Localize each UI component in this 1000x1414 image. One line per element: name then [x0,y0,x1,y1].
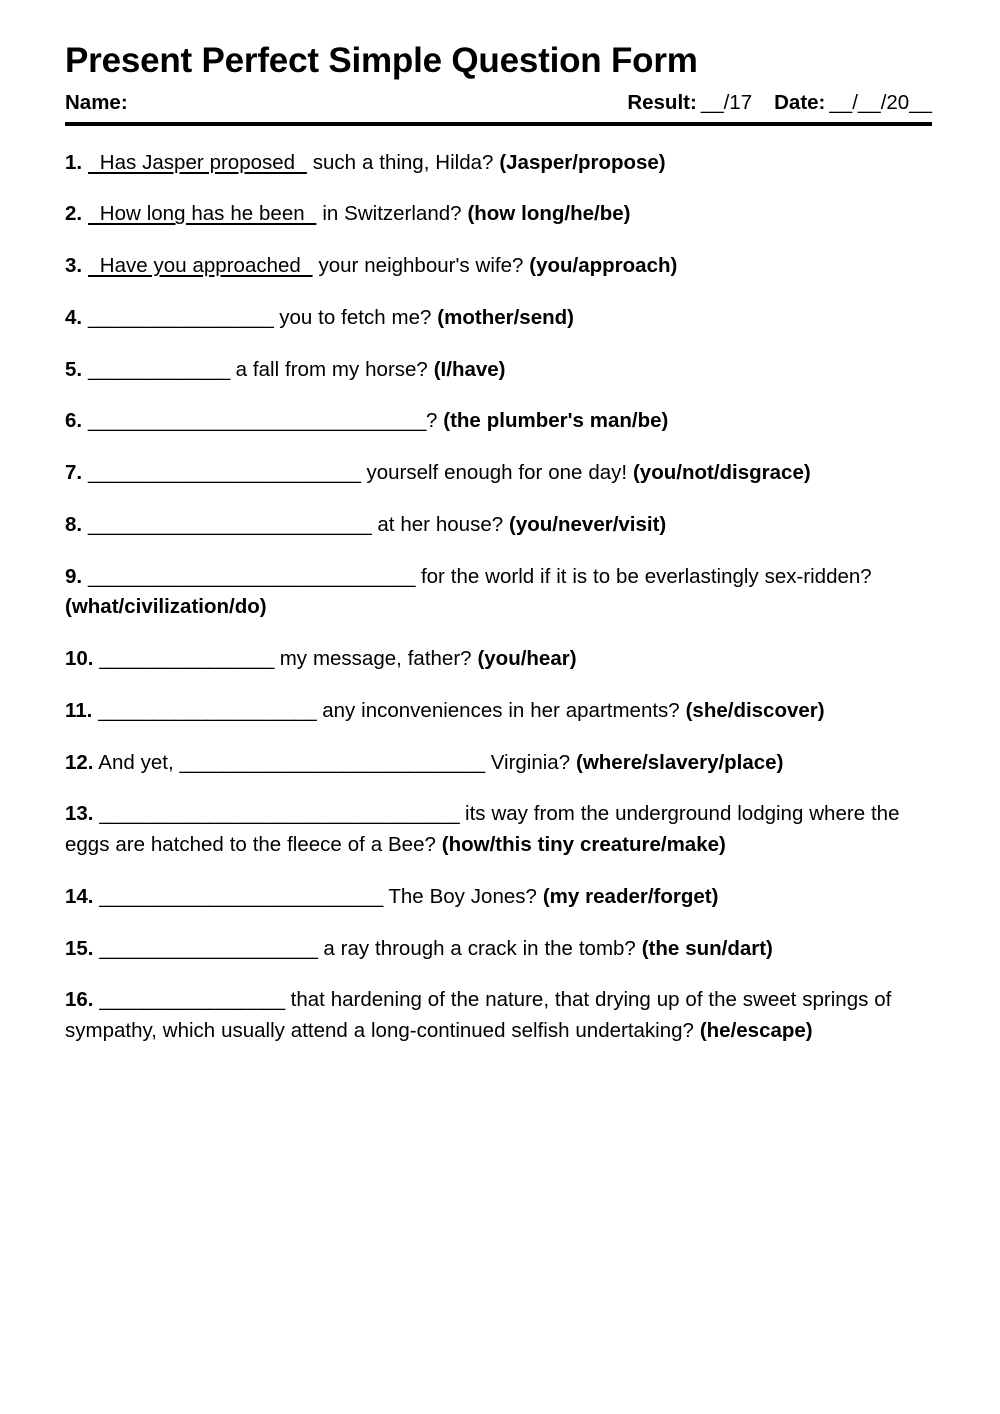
answer-blank[interactable]: _________________________ [88,461,361,485]
question-number: 2. [65,202,83,226]
meta-right-group [627,91,932,115]
name-label: Name: [65,91,128,115]
question-text: yourself enough for one day! [360,461,633,485]
question-item [65,355,932,386]
question-number: 12. [65,750,94,774]
page-title: Present Perfect Simple Question Form [65,41,698,80]
question-hint: (the sun/dart) [641,936,773,960]
question-text: ? [425,409,444,433]
question-item [65,882,932,913]
date-value[interactable]: __/__/20__ [829,91,932,115]
questions-list [65,148,932,1047]
question-number: 1. [65,150,83,174]
question-text: my message, father? [273,647,478,671]
answer-blank[interactable]: _________________________________ [99,802,460,826]
question-text: in Switzerland? [316,202,468,226]
question-item [65,303,932,334]
question-item [65,199,932,230]
question-hint: (you/approach) [529,254,678,278]
question-item [65,985,932,1047]
question-text: The Boy Jones? [382,884,543,908]
date-label: Date: [774,91,826,115]
answer-blank[interactable]: ____________________ [99,936,318,960]
question-number: 10. [65,647,94,671]
question-text: a fall from my horse? [229,357,434,381]
question-number: 6. [65,409,83,433]
question-hint: (the plumber's man/be) [443,409,669,433]
result-value[interactable]: __/17 [700,91,753,115]
question-item [65,748,932,779]
answer-blank[interactable]: ____________________ [98,698,317,722]
question-hint: (where/slavery/place) [576,750,784,774]
question-hint: (she/discover) [685,698,825,722]
question-item [65,799,932,861]
question-number: 5. [65,357,83,381]
answer-text[interactable]: Have you approached [88,254,313,278]
answer-blank[interactable]: __________________________ [88,512,372,536]
question-text: your neighbour's wife? [312,254,530,278]
question-text: at her house? [371,512,510,536]
question-hint: (how long/he/be) [467,202,631,226]
question-number: 7. [65,461,83,485]
question-text: you to fetch me? [273,305,438,329]
question-hint: (he/escape) [699,1019,813,1043]
question-item [65,644,932,675]
answer-blank[interactable]: _____________ [88,357,230,381]
question-number: 16. [65,988,94,1012]
question-hint: (you/never/visit) [509,512,667,536]
question-hint: (Jasper/propose) [499,150,666,174]
question-number: 15. [65,936,94,960]
question-text: its way from the underground lodging where the eggs are hatched to the fleece of a Bee? [65,802,900,857]
question-item [65,562,932,624]
question-number: 4. [65,305,83,329]
answer-blank[interactable]: _________________ [88,305,274,329]
question-number: 14. [65,884,94,908]
question-text: for the world if it is to be everlastingly sex-ridden? [415,564,872,588]
answer-blank[interactable]: _______________________________ [88,409,426,433]
question-item [65,458,932,489]
question-item [65,510,932,541]
question-hint: (my reader/forget) [542,884,719,908]
question-hint: (I/have) [433,357,506,381]
question-text: any inconveniences in her apartments? [316,698,686,722]
question-item [65,934,932,965]
question-number: 13. [65,802,94,826]
question-text: Virginia? [484,750,577,774]
question-number: 8. [65,512,83,536]
answer-blank[interactable]: ______________________________ [88,564,416,588]
answer-blank[interactable]: ________________ [99,647,274,671]
question-hint: (mother/send) [437,305,574,329]
question-text: a ray through a crack in the tomb? [317,936,642,960]
question-hint: (you/hear) [477,647,577,671]
question-item [65,696,932,727]
result-label: Result: [627,91,697,115]
question-item [65,406,932,437]
answer-blank[interactable]: __________________________ [99,884,383,908]
question-hint: (how/this tiny creature/make) [441,833,726,857]
question-number: 3. [65,254,83,278]
question-number: 11. [65,698,93,722]
question-lead-text: And yet, [93,750,180,774]
question-item [65,251,932,282]
question-text: such a thing, Hilda? [306,150,500,174]
worksheet-meta-row [65,91,932,115]
answer-text[interactable]: Has Jasper proposed [88,150,307,174]
answer-text[interactable]: How long has he been [88,202,317,226]
question-item [65,148,932,179]
answer-blank[interactable]: _________________ [99,988,285,1012]
question-text: that hardening of the nature, that drying up of the sweet springs of sympathy, which usually attend a long-continued selfish undertaking? [65,988,892,1043]
question-hint: (you/not/disgrace) [632,461,811,485]
question-number: 9. [65,564,83,588]
header-divider [65,122,932,126]
question-hint: (what/civilization/do) [65,595,267,619]
answer-blank[interactable]: ____________________________ [179,750,485,774]
